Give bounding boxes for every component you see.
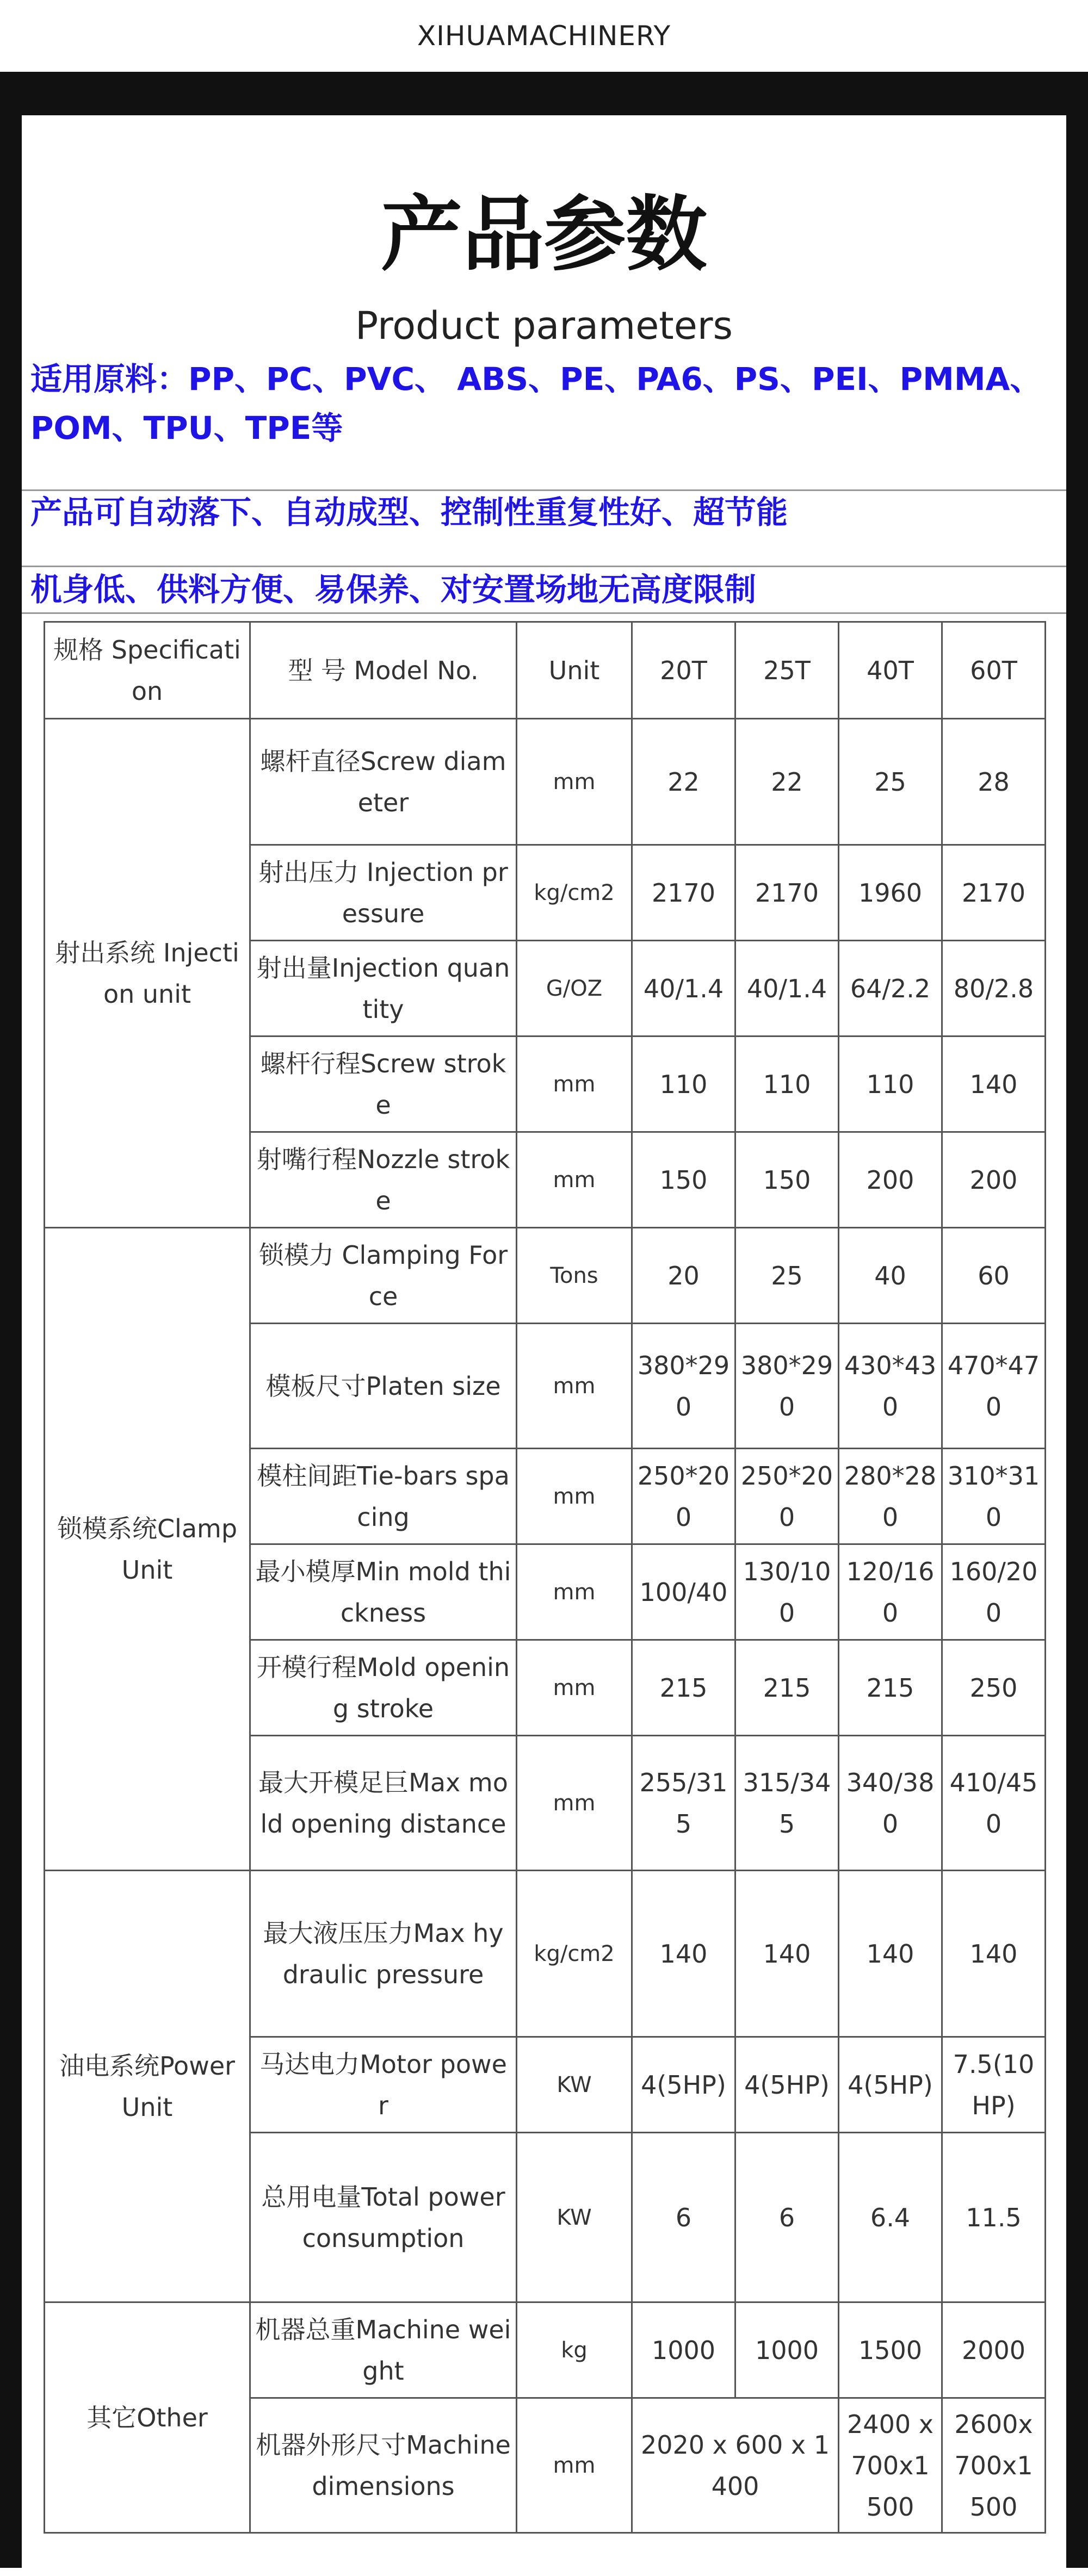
value-cell: 315/345: [735, 1736, 839, 1871]
divider: [22, 612, 1066, 614]
feature-design: 机身低、供料方便、易保养、对安置场地无高度限制: [30, 571, 757, 608]
unit-cell: kg: [517, 2302, 632, 2398]
param-label: 最大开模足巨Max mold opening distance: [250, 1736, 517, 1871]
unit-cell: Tons: [517, 1228, 632, 1324]
value-cell: 64/2.2: [839, 941, 942, 1036]
value-cell: 22: [735, 719, 839, 845]
value-cell: 40: [839, 1228, 942, 1324]
brand-name: XIHUAMACHINERY: [417, 20, 671, 52]
value-cell: 250*200: [632, 1449, 735, 1544]
param-label: 模板尺寸Platen size: [250, 1324, 517, 1449]
value-cell: 470*470: [942, 1324, 1046, 1449]
value-cell: 200: [942, 1132, 1046, 1228]
unit-cell: kg/cm2: [517, 845, 632, 941]
page-frame: [0, 72, 1088, 2568]
value-cell: 80/2.8: [942, 941, 1046, 1036]
value-cell: 160/200: [942, 1544, 1046, 1640]
value-cell: 25: [839, 719, 942, 845]
unit-cell: mm: [517, 1132, 632, 1228]
value-cell: 140: [839, 1871, 942, 2037]
unit-cell: mm: [517, 2398, 632, 2533]
value-cell: 11.5: [942, 2133, 1046, 2302]
value-cell: 280*280: [839, 1449, 942, 1544]
group-cell: 其它Other: [45, 2302, 250, 2533]
header-model-20t: 20T: [632, 622, 735, 719]
value-cell: 40/1.4: [735, 941, 839, 1036]
value-cell: 140: [942, 1871, 1046, 2037]
unit-cell: kg/cm2: [517, 1871, 632, 2037]
value-cell: 215: [839, 1640, 942, 1736]
value-cell: 380*290: [735, 1324, 839, 1449]
group-cell: 锁模系统Clamp Unit: [45, 1228, 250, 1871]
value-cell: 1000: [632, 2302, 735, 2398]
table-row: [45, 2302, 1046, 2398]
unit-cell: G/OZ: [517, 941, 632, 1036]
value-cell: 140: [942, 1036, 1046, 1132]
value-cell: 1960: [839, 845, 942, 941]
page-title: 产品参数: [380, 188, 707, 282]
value-cell: 310*310: [942, 1449, 1046, 1544]
table-row: [45, 1871, 1046, 2037]
header-model: 型 号 Model No.: [250, 622, 517, 719]
value-cell: 4(5HP): [632, 2037, 735, 2133]
value-cell: 4(5HP): [735, 2037, 839, 2133]
value-cell: 2000: [942, 2302, 1046, 2398]
unit-cell: mm: [517, 1449, 632, 1544]
value-cell: 7.5(10HP): [942, 2037, 1046, 2133]
header-model-40t: 40T: [839, 622, 942, 719]
value-cell: 410/450: [942, 1736, 1046, 1871]
value-cell: 120/160: [839, 1544, 942, 1640]
param-label: 锁模力 Clamping Force: [250, 1228, 517, 1324]
value-cell: 140: [632, 1871, 735, 2037]
value-cell: 110: [839, 1036, 942, 1132]
param-label: 螺杆行程Screw stroke: [250, 1036, 517, 1132]
unit-cell: mm: [517, 1736, 632, 1871]
value-cell: 250*200: [735, 1449, 839, 1544]
value-cell: 130/100: [735, 1544, 839, 1640]
unit-cell: mm: [517, 1036, 632, 1132]
table-row: [45, 1228, 1046, 1324]
header-model-25t: 25T: [735, 622, 839, 719]
value-cell: 430*430: [839, 1324, 942, 1449]
param-label: 射出量Injection quantity: [250, 941, 517, 1036]
value-cell: 6: [632, 2133, 735, 2302]
value-cell: 150: [735, 1132, 839, 1228]
unit-cell: mm: [517, 1544, 632, 1640]
value-cell: 2170: [632, 845, 735, 941]
param-label: 螺杆直径Screw diameter: [250, 719, 517, 845]
unit-cell: mm: [517, 1324, 632, 1449]
spec-table: [44, 621, 1046, 2534]
param-label: 最小模厚Min mold thickness: [250, 1544, 517, 1640]
param-label: 机器总重Machine weight: [250, 2302, 517, 2398]
value-cell: 40/1.4: [632, 941, 735, 1036]
unit-cell: KW: [517, 2133, 632, 2302]
value-cell: 215: [735, 1640, 839, 1736]
value-cell: 380*290: [632, 1324, 735, 1449]
header-unit: Unit: [517, 622, 632, 719]
group-cell: 油电系统Power Unit: [45, 1871, 250, 2302]
unit-cell: mm: [517, 719, 632, 845]
table-header-row: [45, 622, 1046, 719]
param-label: 最大液压压力Max hydraulic pressure: [250, 1871, 517, 2037]
value-cell: 25: [735, 1228, 839, 1324]
header-spec: 规格 Specification: [45, 622, 250, 719]
value-cell: 4(5HP): [839, 2037, 942, 2133]
feature-materials: 适用原料：PP、PC、PVC、 ABS、PE、PA6、PS、PEI、PMMA、POM、TPU、TPE等: [30, 361, 1042, 446]
value-cell: 2170: [942, 845, 1046, 941]
value-cell: 250: [942, 1640, 1046, 1736]
value-cell: 6.4: [839, 2133, 942, 2302]
value-cell: 150: [632, 1132, 735, 1228]
value-cell: 1000: [735, 2302, 839, 2398]
page-subtitle: Product parameters: [355, 303, 733, 348]
value-cell: 200: [839, 1132, 942, 1228]
value-cell: 60: [942, 1228, 1046, 1324]
value-cell: 255/315: [632, 1736, 735, 1871]
value-cell: 140: [735, 1871, 839, 2037]
unit-cell: KW: [517, 2037, 632, 2133]
group-cell: 射出系统 Injection unit: [45, 719, 250, 1228]
value-cell: 2400 x 700x1500: [839, 2398, 942, 2533]
top-header: [0, 0, 1088, 72]
divider: [22, 566, 1066, 567]
table-row: [45, 719, 1046, 845]
value-cell: 1500: [839, 2302, 942, 2398]
value-cell: 215: [632, 1640, 735, 1736]
value-cell: 100/40: [632, 1544, 735, 1640]
value-cell: 22: [632, 719, 735, 845]
param-label: 马达电力Motor power: [250, 2037, 517, 2133]
param-label: 总用电量Total power consumption: [250, 2133, 517, 2302]
unit-cell: mm: [517, 1640, 632, 1736]
feature-automation: 产品可自动落下、自动成型、控制性重复性好、超节能: [30, 494, 788, 531]
param-label: 射出压力 Injection pressure: [250, 845, 517, 941]
param-label: 射嘴行程Nozzle stroke: [250, 1132, 517, 1228]
value-cell: 110: [735, 1036, 839, 1132]
value-cell: 2600x 700x1500: [942, 2398, 1046, 2533]
value-cell: 2020 x 600 x 1400: [632, 2398, 839, 2533]
content-panel: [22, 115, 1066, 2576]
value-cell: 340/380: [839, 1736, 942, 1871]
param-label: 机器外形尺寸Machine dimensions: [250, 2398, 517, 2533]
value-cell: 20: [632, 1228, 735, 1324]
value-cell: 6: [735, 2133, 839, 2302]
value-cell: 28: [942, 719, 1046, 845]
value-cell: 110: [632, 1036, 735, 1132]
param-label: 开模行程Mold opening stroke: [250, 1640, 517, 1736]
value-cell: 2170: [735, 845, 839, 941]
header-model-60t: 60T: [942, 622, 1046, 719]
param-label: 模柱间距Tie-bars spacing: [250, 1449, 517, 1544]
